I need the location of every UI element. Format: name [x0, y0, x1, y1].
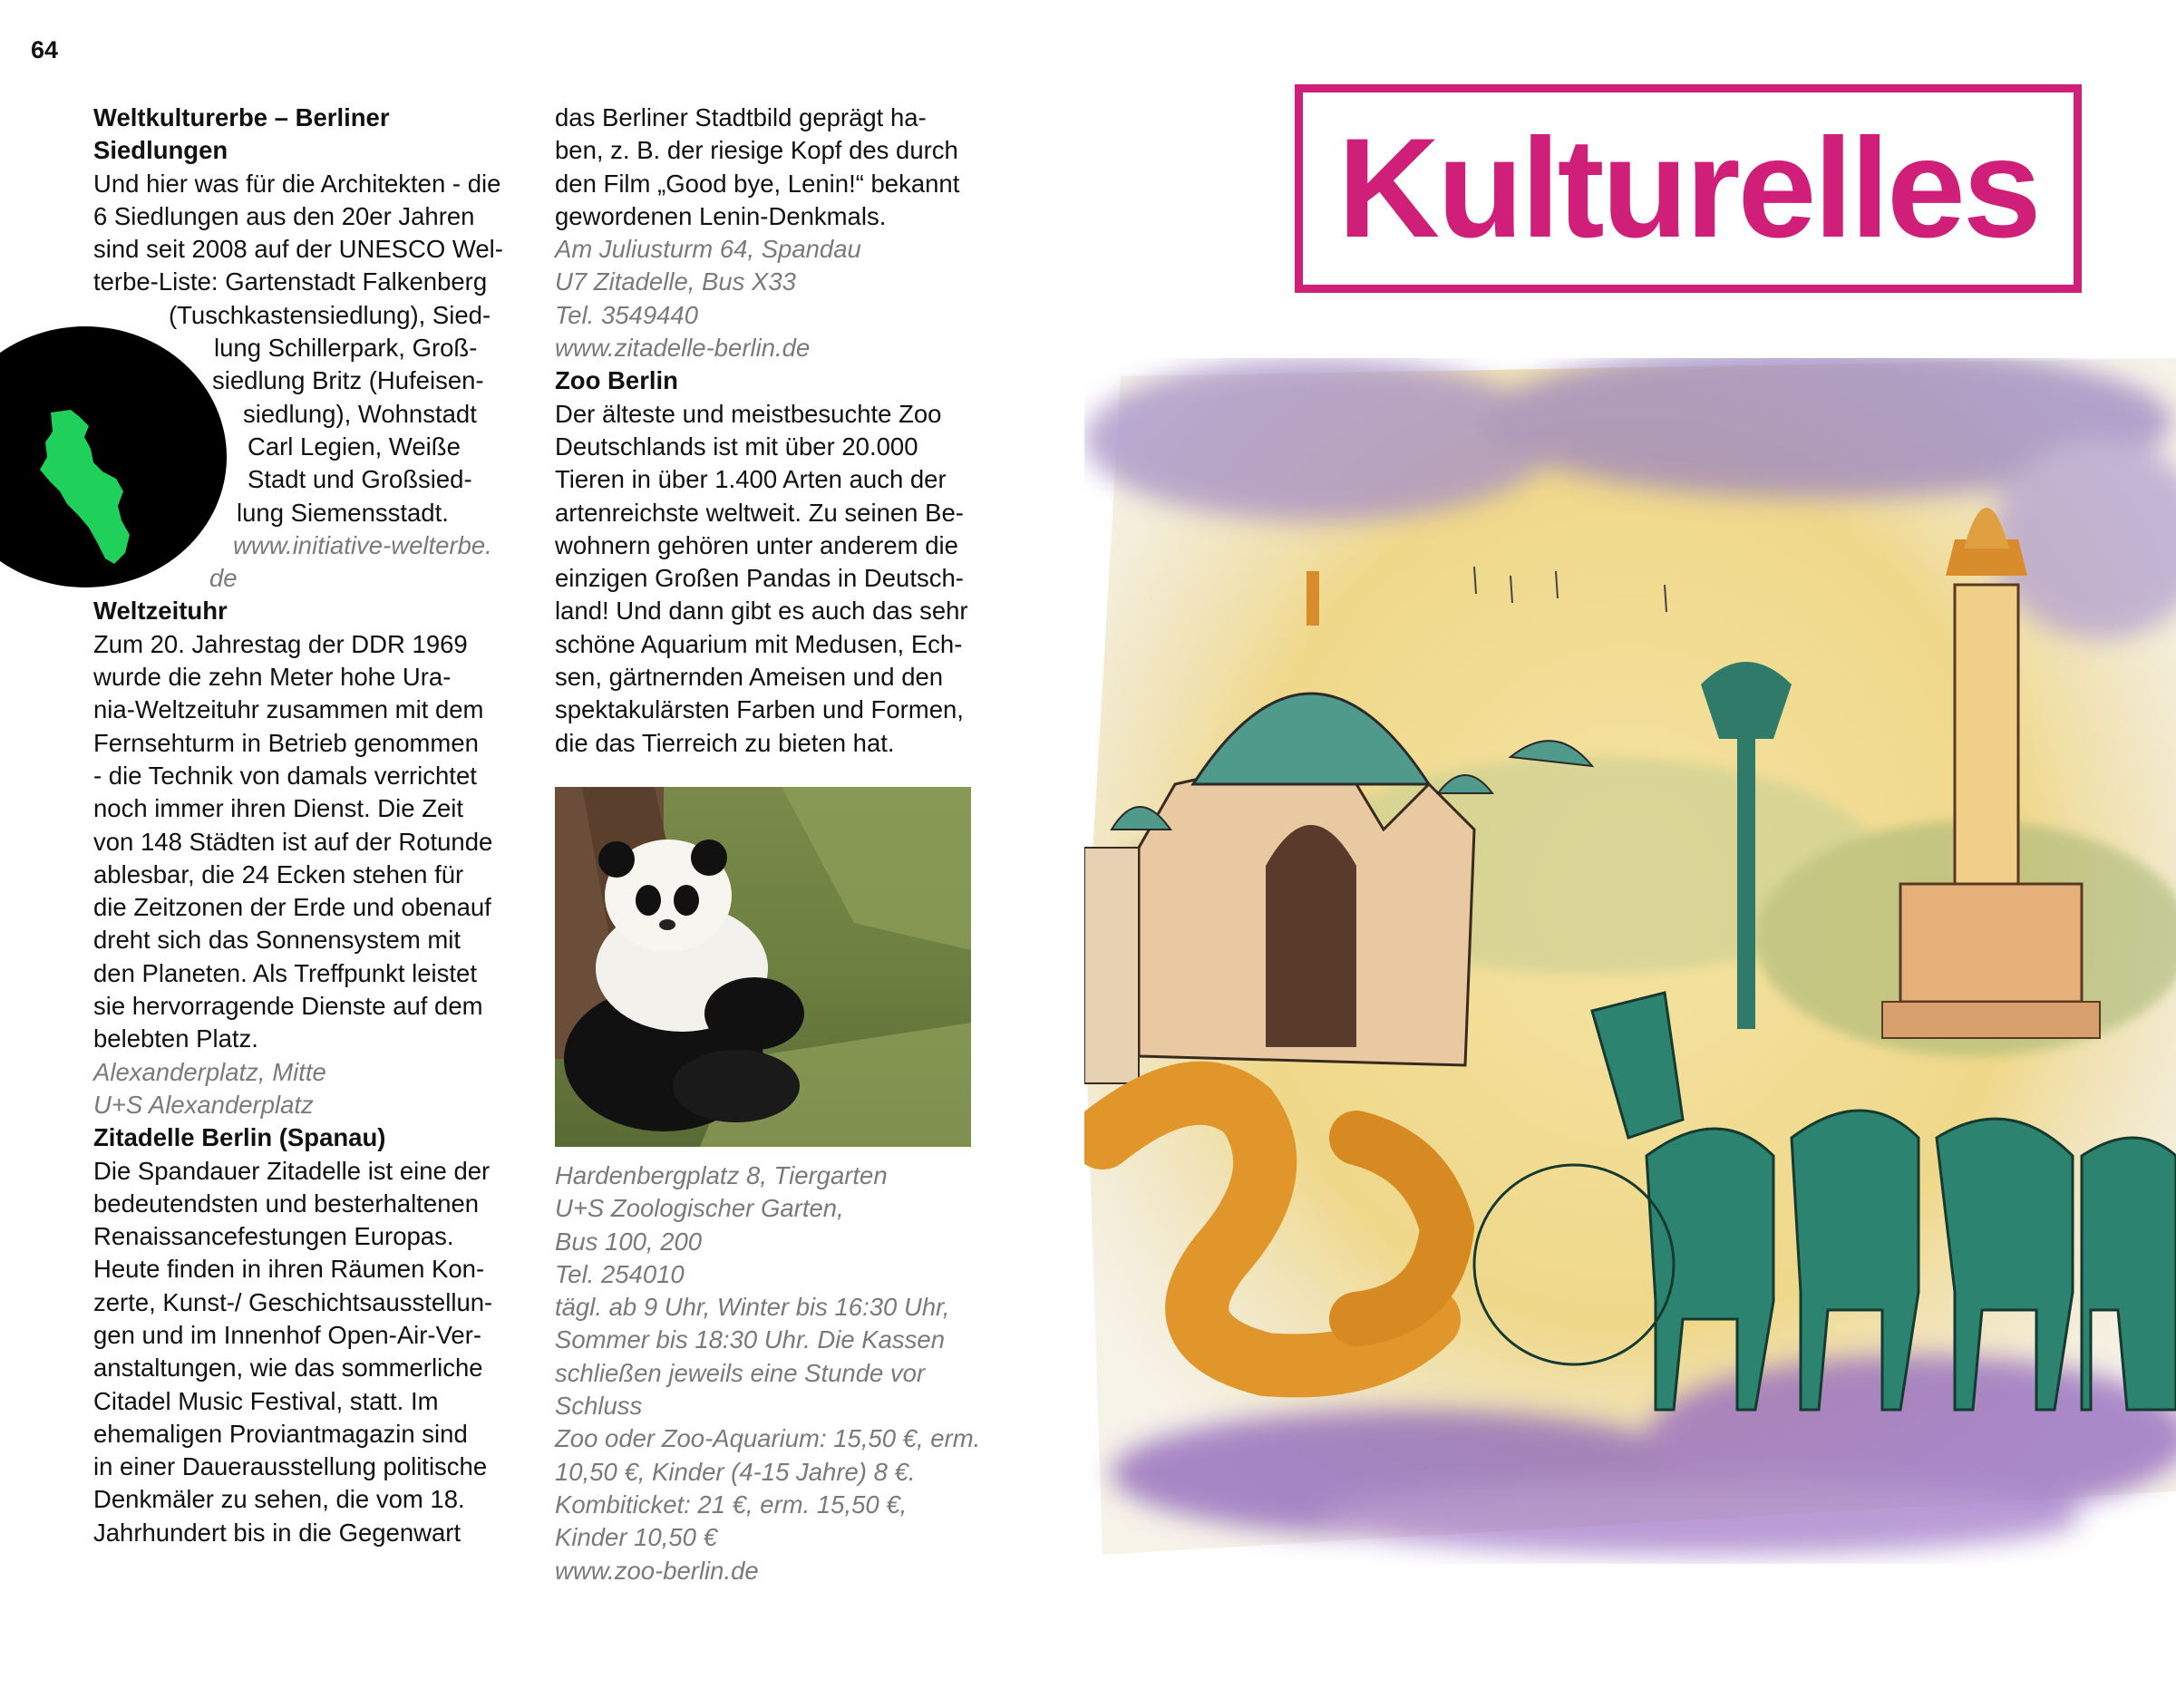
- info-line: Alexanderplatz, Mitte: [93, 1057, 326, 1086]
- body-line: die das Tierreich zu bieten hat.: [555, 728, 895, 757]
- column-middle: [555, 102, 995, 1587]
- info-line: Tel. 3549440: [555, 300, 699, 329]
- body-line: siedlung), Wohnstadt: [243, 399, 477, 428]
- body-line: bedeutendsten und besterhaltenen: [93, 1189, 480, 1218]
- section-title-zitadelle: Zitadelle Berlin (Spanau): [93, 1123, 386, 1152]
- chapter-title-box: [1295, 84, 2082, 293]
- body-line: einzigen Großen Pandas in Deutsch-: [555, 564, 964, 593]
- welterbe-url[interactable]: [93, 529, 520, 596]
- section-body-zoo: [555, 398, 995, 760]
- body-line: ben, z. B. der riesige Kopf des durch: [555, 136, 958, 165]
- body-line: nia-Weltzeituhr zusammen mit dem: [93, 695, 484, 724]
- body-line: Und hier was für die Architekten - die: [93, 169, 501, 198]
- body-line: lung Siemensstadt.: [237, 498, 449, 527]
- body-line: Stadt und Großsied-: [248, 465, 472, 494]
- info-line: U+S Zoologischer Garten,: [555, 1194, 844, 1223]
- section-title-welterbe: [93, 102, 520, 168]
- body-line: lung Schillerpark, Groß-: [214, 334, 478, 363]
- body-line: Jahrhundert bis in die Gegenwart: [93, 1518, 461, 1547]
- info-line: Zoo oder Zoo-Aquarium: 15,50 €, erm.: [555, 1424, 981, 1453]
- body-line: Denkmäler zu sehen, die vom 18.: [93, 1485, 465, 1514]
- info-line: 10,50 €, Kinder (4-15 Jahre) 8 €.: [555, 1457, 916, 1486]
- body-line: spektakulärsten Farben und Formen,: [555, 695, 964, 724]
- zitadelle-url[interactable]: www.zitadelle-berlin.de: [555, 334, 811, 363]
- body-line: artenreichste weltweit. Zu seinen Be-: [555, 498, 964, 527]
- info-line: Tel. 254010: [555, 1259, 685, 1288]
- body-line: sie hervorragende Dienste auf dem: [93, 992, 483, 1021]
- body-line: wohnern gehören unter anderem die: [555, 530, 958, 559]
- panda-photo: [555, 787, 971, 1147]
- body-line: Zum 20. Jahrestag der DDR 1969: [93, 629, 468, 658]
- berlin-watercolor-illustration: [1084, 358, 2176, 1564]
- column-left: [93, 102, 520, 1549]
- body-line: den Film „Good bye, Lenin!“ bekannt: [555, 169, 960, 198]
- body-line: belebten Platz.: [93, 1024, 258, 1053]
- body-line: das Berliner Stadtbild geprägt ha-: [555, 103, 927, 131]
- url-line[interactable]: www.initiative-welterbe.: [233, 530, 492, 559]
- section-title-zoo: Zoo Berlin: [555, 366, 678, 395]
- section-title-line: Weltkulturerbe – Berliner: [93, 103, 390, 131]
- body-line: sen, gärtnernden Ameisen und den: [555, 663, 944, 692]
- zitadelle-info: [555, 233, 995, 364]
- zoo-info: [555, 1160, 995, 1587]
- body-line: schöne Aquarium mit Medusen, Ech-: [555, 629, 963, 658]
- weltzeituhr-info: [93, 1056, 520, 1122]
- section-title-weltzeituhr: Weltzeituhr: [93, 597, 228, 626]
- body-line: Deutschlands ist mit über 20.000: [555, 432, 918, 461]
- section-title-line: Siedlungen: [93, 136, 228, 165]
- info-line: Sommer bis 18:30 Uhr. Die Kassen: [555, 1325, 945, 1354]
- body-line: noch immer ihren Dienst. Die Zeit: [93, 794, 464, 823]
- info-line: Schluss: [555, 1392, 643, 1421]
- url-line[interactable]: de: [209, 564, 238, 593]
- body-line: gewordenen Lenin-Denkmals.: [555, 201, 887, 230]
- body-line: die Zeitzonen der Erde und obenauf: [93, 893, 491, 922]
- info-line: Kombiticket: 21 €, erm. 15,50 €,: [555, 1490, 908, 1519]
- section-body-welterbe: [93, 168, 520, 529]
- body-line: gen und im Innenhof Open-Air-Ver-: [93, 1320, 482, 1349]
- body-line: wurde die zehn Meter hohe Ura-: [93, 663, 452, 692]
- body-line: Heute finden in ihren Räumen Kon-: [93, 1255, 485, 1284]
- info-line: Kinder 10,50 €: [555, 1523, 717, 1552]
- chapter-title: Kulturelles: [1337, 110, 2039, 267]
- body-line: dreht sich das Sonnensystem mit: [93, 926, 461, 955]
- info-line: Am Juliusturm 64, Spandau: [555, 235, 861, 264]
- body-line: Tieren in über 1.400 Arten auch der: [555, 465, 947, 494]
- body-line: Der älteste und meistbesuchte Zoo: [555, 399, 942, 428]
- info-line: schließen jeweils eine Stunde vor: [555, 1358, 926, 1387]
- body-line: zerte, Kunst-/ Geschichtsausstellun-: [93, 1287, 493, 1316]
- info-line: U+S Alexanderplatz: [93, 1090, 314, 1119]
- body-line: 6 Siedlungen aus den 20er Jahren: [93, 201, 475, 230]
- body-line: in einer Dauerausstellung politische: [93, 1452, 488, 1481]
- body-line: Renaissancefestungen Europas.: [93, 1222, 454, 1251]
- body-line: sind seit 2008 auf der UNESCO Wel-: [93, 235, 503, 264]
- body-line: - die Technik von damals verrichtet: [93, 761, 477, 790]
- zitadelle-continued: [555, 102, 995, 233]
- info-line: U7 Zitadelle, Bus X33: [555, 267, 796, 296]
- info-line: Hardenbergplatz 8, Tiergarten: [555, 1160, 888, 1189]
- body-line: (Tuschkastensiedlung), Sied-: [169, 300, 491, 329]
- body-line: Carl Legien, Weiße: [248, 432, 461, 461]
- section-body-zitadelle: [93, 1155, 520, 1550]
- body-line: ablesbar, die 24 Ecken stehen für: [93, 859, 464, 888]
- body-line: siedlung Britz (Hufeisen-: [212, 366, 484, 395]
- page-number: 64: [31, 36, 59, 63]
- info-line: Bus 100, 200: [555, 1227, 703, 1256]
- body-line: den Planeten. Als Treffpunkt leistet: [93, 958, 477, 987]
- body-line: von 148 Städten ist auf der Rotunde: [93, 827, 493, 856]
- body-line: ehemaligen Proviantmagazin sind: [93, 1419, 468, 1448]
- info-line: tägl. ab 9 Uhr, Winter bis 16:30 Uhr,: [555, 1293, 950, 1322]
- body-line: land! Und dann gibt es auch das sehr: [555, 597, 968, 626]
- body-line: Citadel Music Festival, statt. Im: [93, 1386, 439, 1415]
- body-line: anstaltungen, wie das sommerliche: [93, 1354, 483, 1383]
- section-body-weltzeituhr: [93, 628, 520, 1056]
- body-line: terbe-Liste: Gartenstadt Falkenberg: [93, 267, 488, 296]
- zoo-url[interactable]: www.zoo-berlin.de: [555, 1556, 759, 1585]
- body-line: Fernsehturm in Betrieb genommen: [93, 728, 479, 757]
- body-line: Die Spandauer Zitadelle ist eine der: [93, 1156, 491, 1185]
